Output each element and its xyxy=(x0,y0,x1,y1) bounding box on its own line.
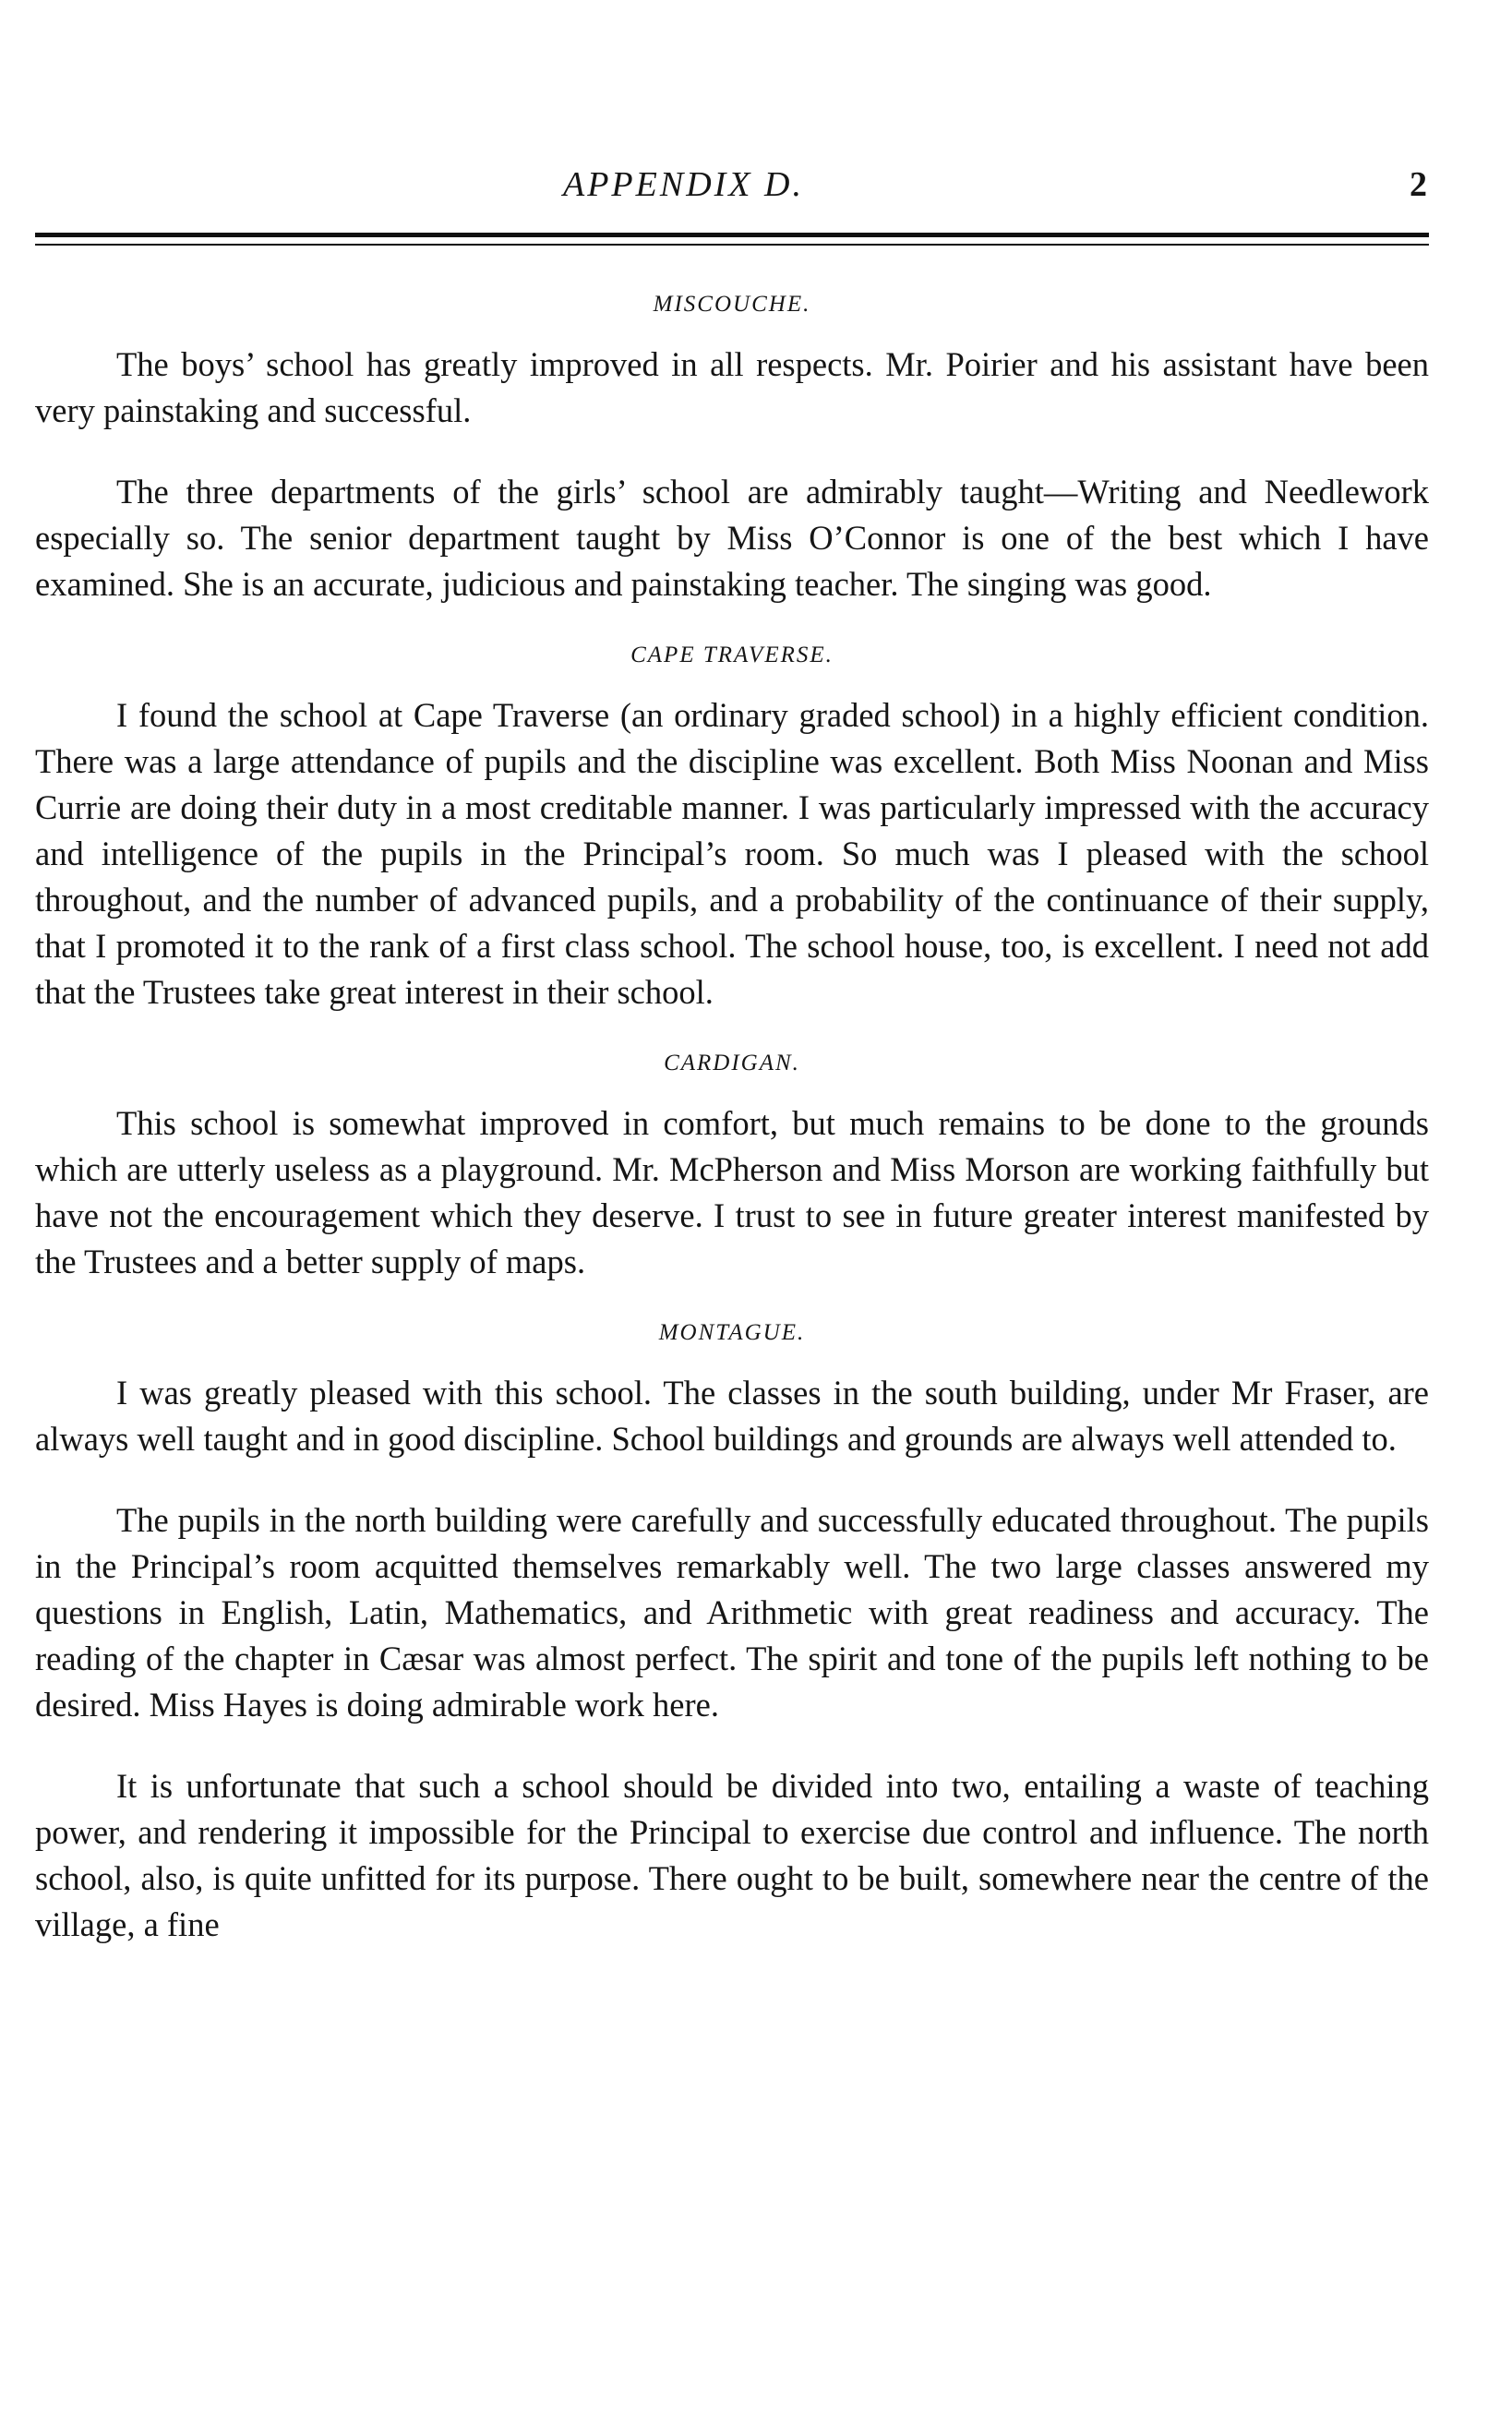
header-rule-thick xyxy=(35,233,1429,237)
paragraph: This school is somewhat improved in comfort, but much remains to be done to the grounds which are utterly useless as a playground. Mr. McPherson and Miss Morson are working faithfully but have not the encouragement which they deserve. I trust to see in future greater interest manifested by the Trustees and a better supply of maps. xyxy=(35,1104,1429,1280)
paragraph: I found the school at Cape Traverse (an ordinary graded school) in a highly efficient condition. There was a large attendance of pupils and the discipline was excellent. Both Miss Noonan and Miss Currie are doing their duty in a most creditable manner. I was particularly impressed with the accuracy and intelligence of the pupils in the Principal’s room. So much was I pleased with the school throughout, and the number of advanced pupils, and a probability of the continuance of their supply, that I promoted it to the rank of a first class school. The school house, too, is excellent. I need not add that the Trustees take great interest in their school. xyxy=(35,696,1429,1011)
section-heading: MONTAGUE. xyxy=(658,1320,806,1345)
section-cape-traverse xyxy=(35,643,1429,1015)
paragraph: The pupils in the north building were carefully and successfully educated throughout. The pupils in the Principal’s room acquitted themselves remarkably well. The two large classes answered my questions in English, Latin, Mathematics, and Arithmetic with great readiness and accuracy. The reading of the chapter in Cæsar was almost perfect. The spirit and tone of the pupils left nothing to be desired. Miss Hayes is doing admirable work here. xyxy=(35,1501,1429,1724)
section-miscouche xyxy=(35,292,1429,607)
section-cardigan xyxy=(35,1051,1429,1285)
paragraph: The three departments of the girls’ school are admirably taught—Writing and Needlework especially so. The senior department taught by Miss O’Connor is one of the best which I have examined. She is an accurate, judicious and painstaking teacher. The singing was good. xyxy=(35,473,1429,603)
header-rule-thin xyxy=(35,244,1429,246)
paragraph: It is unfortunate that such a school should be divided into two, entailing a waste of teaching power, and rendering it impossible for the Principal to exercise due control and influence. The north school, also, is quite unfitted for its purpose. There ought to be built, somewhere near the centre of the village, a fine xyxy=(35,1767,1429,1943)
running-header xyxy=(0,164,1512,210)
page-number: 2 xyxy=(1410,165,1427,204)
body-text xyxy=(35,292,1429,1983)
section-heading: MISCOUCHE. xyxy=(653,292,811,317)
paragraph: The boys’ school has greatly improved in all respects. Mr. Poirier and his assistant have been very painstaking and successful. xyxy=(35,345,1429,429)
section-heading: CARDIGAN. xyxy=(664,1051,800,1075)
running-title: APPENDIX D. xyxy=(563,165,804,204)
section-heading: CAPE TRAVERSE. xyxy=(630,643,834,667)
section-montague xyxy=(35,1320,1429,1948)
paragraph: I was greatly pleased with this school. The classes in the south building, under Mr Fraser, are always well taught and in good discipline. School buildings and grounds are always well attended to. xyxy=(35,1374,1429,1458)
